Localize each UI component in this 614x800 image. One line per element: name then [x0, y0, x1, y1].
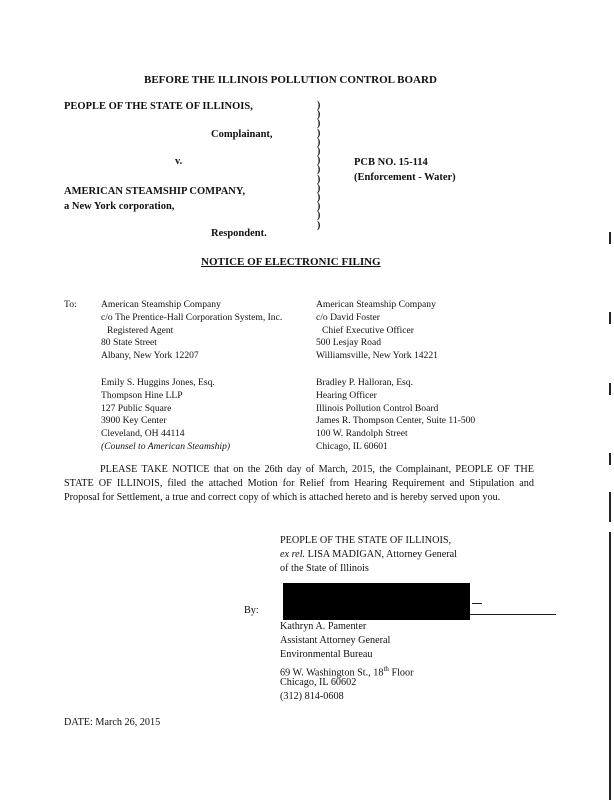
attorney-name: Kathryn A. Pamenter — [280, 621, 367, 632]
recipient-line: Hearing Officer — [316, 389, 377, 401]
recipient-block — [101, 299, 282, 363]
ex-rel: ex rel. — [280, 549, 306, 560]
scan-edge-mark — [609, 232, 611, 244]
notice-title: NOTICE OF ELECTRONIC FILING — [201, 256, 381, 268]
recipient-line: Emily S. Huggins Jones, Esq. — [101, 377, 215, 388]
attorney-city: Chicago, IL 60602 — [280, 677, 357, 688]
notice-paragraph: PLEASE TAKE NOTICE that on the 26th day of March, 2015, the Complainant, PEOPLE OF THE STATE OF ILLINOIS, filed the attached Motion for Relief from Hearing Requirement and Stipulation and Proposal for Settlement, a true and correct copy of which is attached hereto and is hereby served upon you. — [64, 464, 534, 504]
signature-state: of the State of Illinois — [280, 563, 369, 574]
recipient-line: American Steamship Company — [316, 299, 436, 310]
recipient-line: Chief Executive Officer — [322, 324, 414, 336]
document-heading: BEFORE THE ILLINOIS POLLUTION CONTROL BOARD — [144, 74, 437, 86]
street-end: Floor — [388, 667, 414, 679]
attorney-phone: (312) 814-0608 — [280, 691, 344, 702]
signature-line-mark — [472, 603, 482, 604]
recipient-line: Registered Agent — [107, 324, 174, 336]
attorney-role: Assistant Attorney General — [280, 635, 391, 646]
by-label: By: — [244, 605, 259, 616]
recipient-line: Albany, New York 12207 — [101, 350, 199, 362]
recipient-line: 3900 Key Center — [101, 415, 167, 427]
scan-edge-mark — [609, 312, 611, 324]
recipient-line: Thompson Hine LLP — [101, 389, 183, 401]
defendant-name: AMERICAN STEAMSHIP COMPANY, — [64, 186, 246, 197]
recipient-line: c/o David Foster — [316, 311, 380, 323]
recipient-line: Chicago, IL 60601 — [316, 440, 388, 452]
street-text: 69 W. Washington St., 18 — [280, 667, 384, 679]
recipient-line: 80 State Street — [101, 337, 157, 349]
recipient-block — [316, 299, 438, 363]
scan-edge-mark — [609, 532, 611, 800]
recipient-line: James R. Thompson Center, Suite 11-500 — [316, 415, 476, 427]
recipient-line: c/o The Prentice-Hall Corporation System, Inc. — [101, 311, 283, 323]
recipient-line: American Steamship Company — [101, 299, 221, 310]
recipient-line: (Counsel to American Steamship) — [101, 440, 231, 452]
signature-party: PEOPLE OF THE STATE OF ILLINOIS, — [280, 535, 452, 546]
case-number: PCB NO. 15-114 — [354, 157, 428, 168]
signature-ag-line — [280, 549, 457, 562]
recipient-line: Williamsville, New York 14221 — [316, 350, 438, 362]
recipient-line: 100 W. Randolph Street — [316, 428, 408, 440]
signature-line — [470, 614, 556, 615]
scan-edge-mark — [609, 492, 611, 522]
recipient-line: Cleveland, OH 44114 — [101, 428, 185, 440]
signature-redaction — [283, 583, 470, 620]
recipient-line: Bradley P. Halloran, Esq. — [316, 377, 413, 388]
plaintiff-name: PEOPLE OF THE STATE OF ILLINOIS, — [64, 101, 253, 112]
defendant-description: a New York corporation, — [64, 201, 175, 212]
complainant-label: Complainant, — [211, 129, 273, 140]
date-line: DATE: March 26, 2015 — [64, 717, 161, 728]
recipient-line: Illinois Pollution Control Board — [316, 402, 439, 414]
to-label: To: — [64, 299, 77, 310]
recipient-line: 127 Public Square — [101, 402, 172, 414]
recipient-block — [316, 377, 475, 454]
attorney-bureau: Environmental Bureau — [280, 649, 373, 660]
versus-label: v. — [175, 156, 183, 167]
attorney-general: LISA MADIGAN, Attorney General — [307, 549, 458, 560]
caption-bracket-column: ) ) ) ) ) ) ) ) ) ) ) ) ) ) — [317, 100, 321, 231]
scan-edge-mark — [609, 383, 611, 395]
recipient-block — [101, 377, 230, 454]
respondent-label: Respondent. — [211, 228, 267, 239]
scan-edge-mark — [609, 453, 611, 465]
recipient-line: 500 Lesjay Road — [316, 337, 382, 349]
street-superscript: th — [383, 665, 389, 673]
case-type: (Enforcement - Water) — [354, 172, 456, 183]
